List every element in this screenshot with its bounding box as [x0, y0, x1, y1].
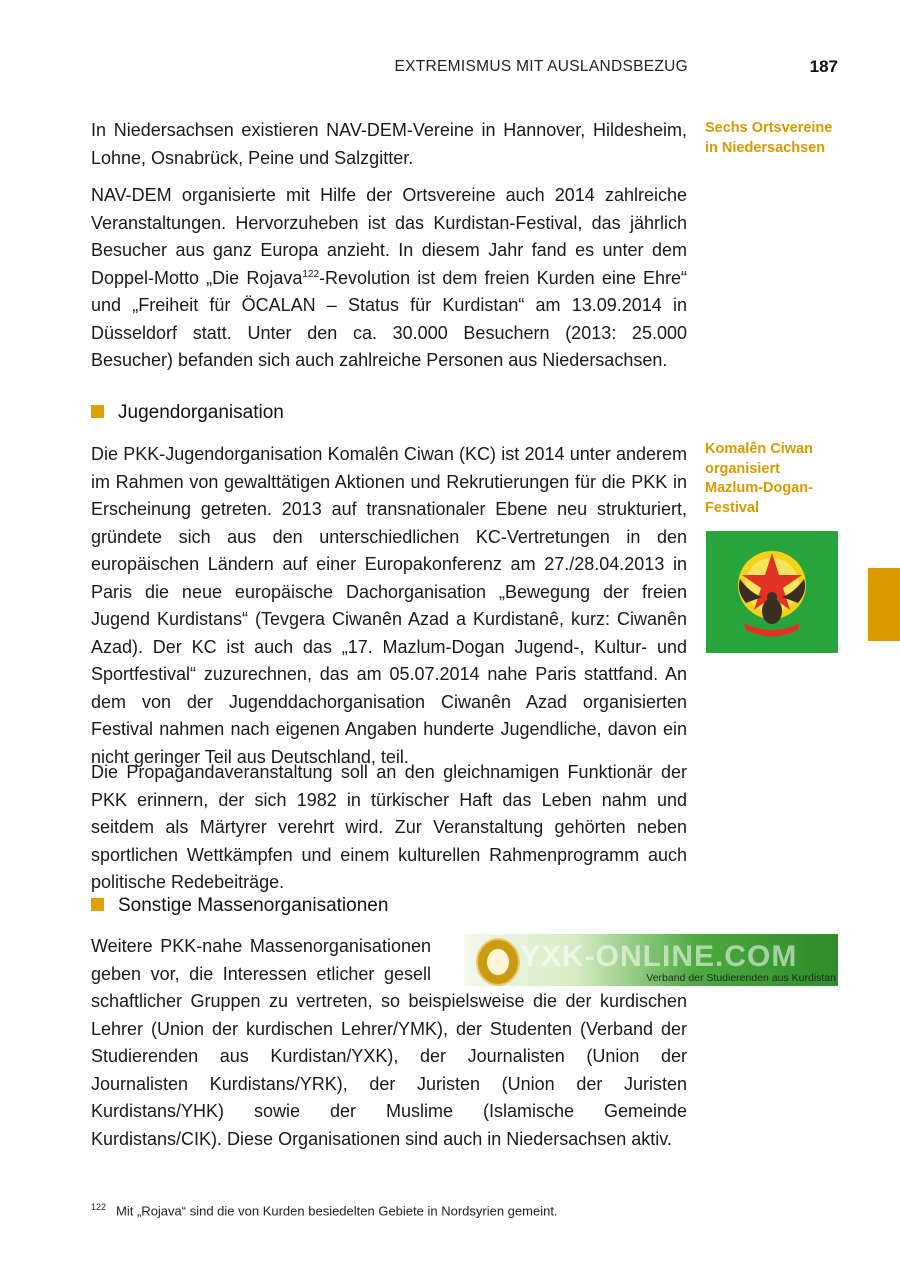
- yxk-online-banner: [464, 934, 838, 986]
- square-bullet-icon: [91, 405, 104, 418]
- yxk-logo-icon: [476, 938, 520, 986]
- square-bullet-icon: [91, 898, 104, 911]
- paragraph-text: NAV-DEM organisierte mit Hilfe der Ortsvereine auch 2014 zahlreiche Veranstaltungen. Hervorzuheben ist das Kurdistan-Festival, das jährlich Besucher aus ganz Europa anzieht. In diesem Jahr fand es unter dem Doppel-Motto „Die Rojava: [91, 185, 687, 288]
- section-heading-jugendorganisation: [91, 402, 284, 424]
- paragraph-massenorganisationen: schaftlicher Gruppen zu vertreten, so beispielsweise die der kurdischen Lehrer (Union der kurdischen Lehrer/YMK), der Studenten (Verband der Studierenden aus Kurdistan/YXK), der Journalisten (Union der Journalisten Kurdistans/YRK), der Juristen (Union der Juristen Kurdistans/YHK) sowie der Muslime (Islamische Gemeinde Kurdistans/CIK). Diese Organisationen sind auch in Niedersachsen aktiv.: [91, 991, 687, 1149]
- paragraph-massenorganisationen-line2: geben vor, die Interessen etlicher gesell: [91, 963, 431, 984]
- section-heading-text: Sonstige Massenorganisationen: [118, 895, 389, 916]
- margin-note-komalen-ciwan: Komalên Ciwan organisiert Mazlum-Dogan-Festival: [705, 441, 813, 516]
- footnote-number: 122: [91, 1202, 107, 1212]
- banner-title: YXK-ONLINE.COM: [520, 940, 798, 973]
- footnote: [91, 1202, 558, 1218]
- komalen-ciwan-flag-image: [706, 531, 838, 653]
- page-number: 187: [809, 57, 838, 76]
- footnote-text: Mit „Rojava“ sind die von Kurden besiedelten Gebiete in Nordsyrien gemeint.: [116, 1203, 558, 1219]
- paragraph-massenorganisationen-line1: Weitere PKK-nahe Massenorganisationen: [91, 936, 431, 956]
- paragraph-text: -Revolution ist dem freien Kurden eine Ehre“ und „Freiheit für ÖCALAN – Status für Kurdistan“ am 13.09.2014 in Düsseldorf statt. Unter den ca. 30.000 Besuchern (2013: 25.000 Besucher) befanden sich auch zahlreiche Personen aus Niedersachsen.: [91, 267, 688, 370]
- margin-note-ortsvereine: Sechs Ortsvereine in Niedersachsen: [705, 120, 833, 156]
- footnote-reference: 122: [302, 268, 320, 280]
- running-header: EXTREMISMUS MIT AUSLANDSBEZUG: [394, 58, 688, 75]
- chapter-tab-marker: [868, 568, 900, 641]
- paragraph-nav-dem-vereine: In Niedersachsen existieren NAV-DEM-Vereine in Hannover, Hildesheim, Lohne, Osnabrück, Peine und Salzgitter.: [91, 120, 687, 168]
- paragraph-komalen-ciwan: Die PKK-Jugendorganisation Komalên Ciwan (KC) ist 2014 unter anderem im Rahmen von gewalttätigen Aktionen und Rekrutierungen für die PKK in Erscheinung getreten. 2013 auf transnationaler Ebene neu strukturiert, gründete sich aus den unterschiedlichen KC-Vertretungen in den europäischen Ländern auf einer Europakonferenz am 27./28.04.2013 in Paris die neue europäische Dachorganisation „Bewegung der freien Jugend Kurdistans“ (Tevgera Ciwanên Azad a Kurdistanê, kurz: Ciwanên Azad). Der KC ist auch das „17. Mazlum-Dogan Jugend-, Kultur- und Sportfestival“ zuzurechnen, das am 05.07.2014 nahe Paris stattfand. An dem von der Jugenddachorganisation Ciwanên Azad organisierten Festival nahmen nach eigenen Angaben hunderte Jugendliche, davon ein nicht geringer Teil aus Deutschland, teil.: [91, 444, 687, 767]
- banner-subtitle: Verband der Studierenden aus Kurdistan: [646, 972, 836, 984]
- paragraph-kurdistan-festival: [91, 182, 687, 375]
- paragraph-propagandaveranstaltung: Die Propagandaveranstaltung soll an den gleichnamigen Funktionär der PKK erinnern, der sich 1982 in türkischer Haft das Leben nahm und seitdem als Märtyrer verehrt wird. Zur Veranstaltung gehörten neben sportlichen Wettkämpfen und einem kulturellen Rahmenprogramm auch politische Redebeiträge.: [91, 762, 687, 892]
- section-heading-massenorganisationen: [91, 895, 388, 917]
- section-heading-text: Jugendorganisation: [118, 402, 284, 423]
- flag-emblem-icon: [706, 531, 838, 653]
